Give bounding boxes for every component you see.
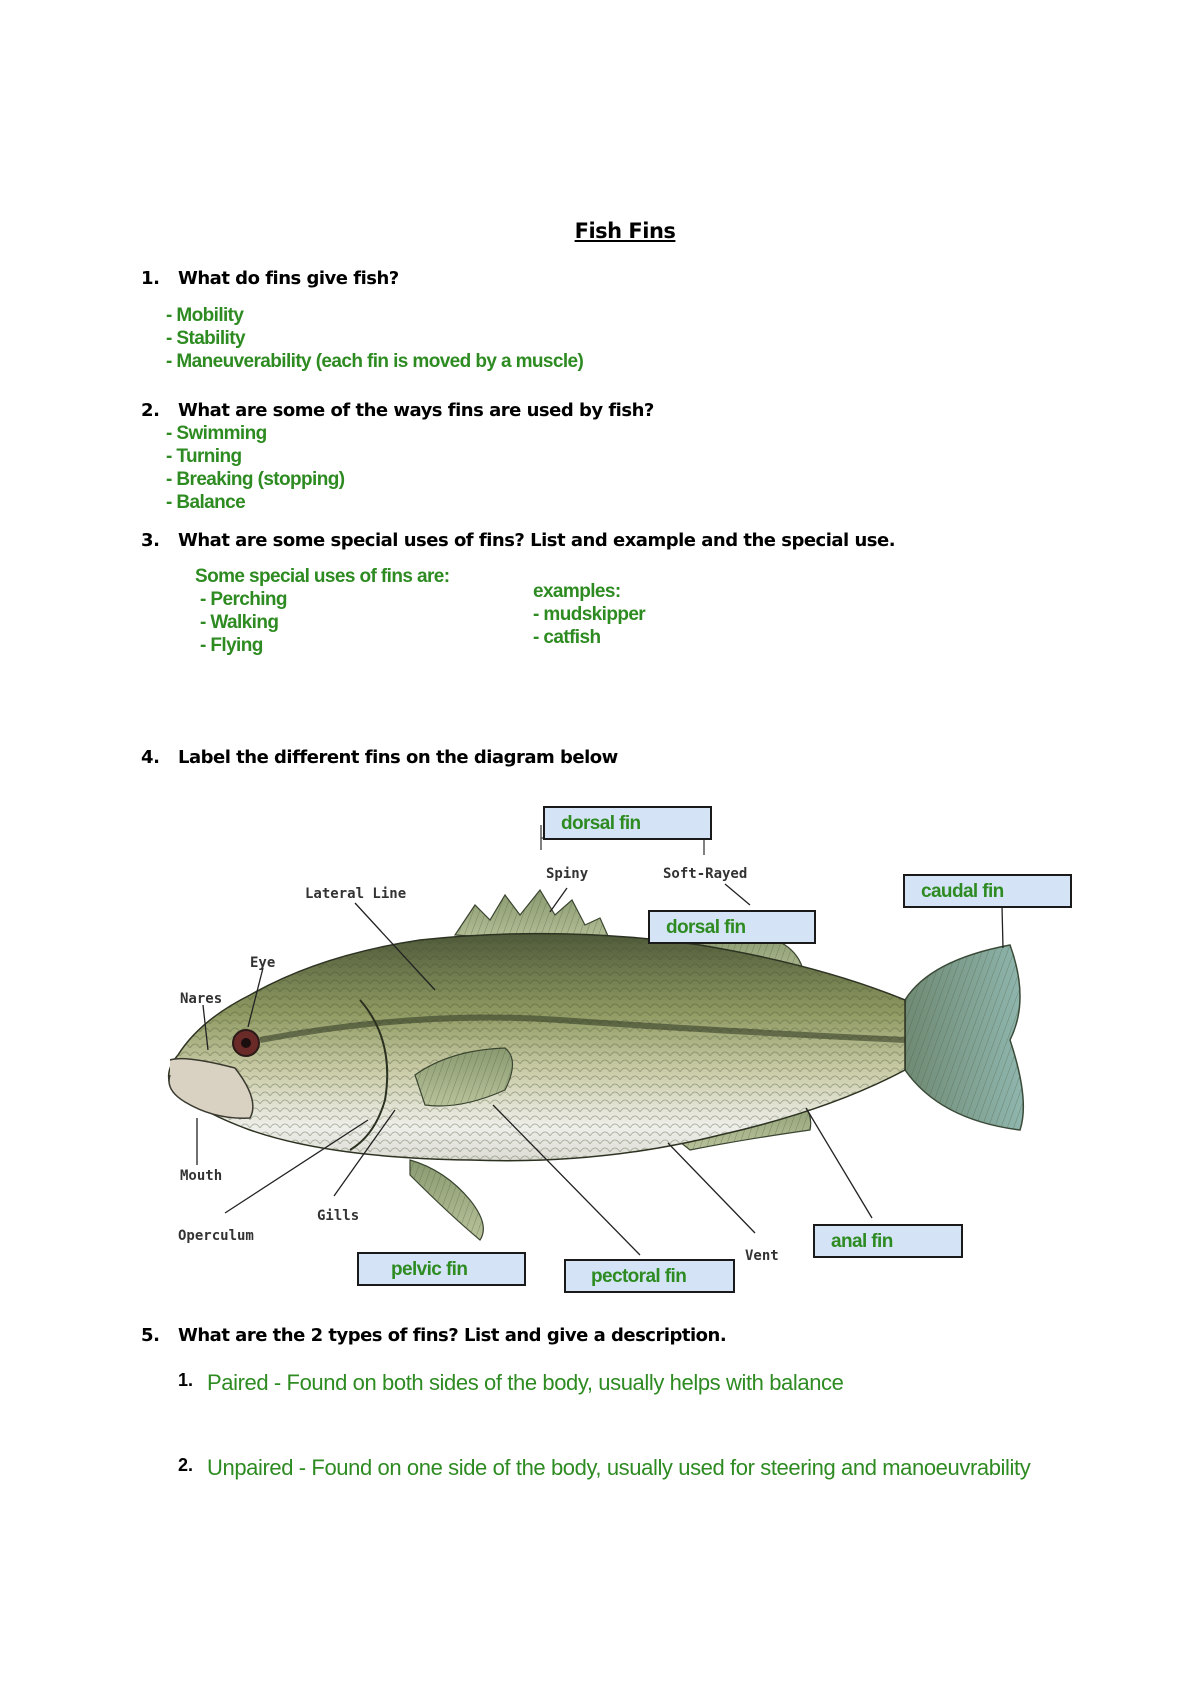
question-2-number: 2. <box>141 400 160 421</box>
answer-5-1-number: 1. <box>178 1370 194 1390</box>
label-spiny: Spiny <box>546 866 589 882</box>
label-operculum: Operculum <box>178 1228 254 1244</box>
label-mouth: Mouth <box>180 1168 223 1184</box>
answer-box-anal-fin: anal fin <box>813 1224 963 1258</box>
label-gills: Gills <box>317 1208 360 1224</box>
label-lateral-line: Lateral Line <box>305 886 407 902</box>
answer-item: - Maneuverability (each fin is moved by a muscle) <box>166 351 584 372</box>
answer-item: - Balance <box>166 492 246 513</box>
answer-item: - Mobility <box>166 305 244 326</box>
answer-box-caudal-fin: caudal fin <box>903 874 1072 908</box>
answer-box-dorsal-fin-soft: dorsal fin <box>648 910 816 944</box>
answer-item: - Swimming <box>166 423 267 444</box>
label-nares: Nares <box>180 991 223 1007</box>
question-3-number: 3. <box>141 530 160 551</box>
caudal-fin-shape <box>905 945 1023 1130</box>
question-1-number: 1. <box>141 268 160 289</box>
answer-box-pelvic-fin: pelvic fin <box>357 1252 526 1286</box>
question-4-text: Label the different fins on the diagram below <box>178 747 618 768</box>
special-use-item: - Walking <box>200 612 279 633</box>
example-item: - catfish <box>533 627 601 648</box>
special-uses-heading: Some special uses of fins are: <box>195 566 450 587</box>
question-4-number: 4. <box>141 747 160 768</box>
answer-box-pectoral-fin: pectoral fin <box>564 1259 735 1293</box>
question-3-text: What are some special uses of fins? List and example and the special use. <box>178 530 896 551</box>
label-vent: Vent <box>745 1248 779 1264</box>
answer-5-2-number: 2. <box>178 1455 194 1475</box>
answer-item: - Turning <box>166 446 242 467</box>
question-1-text: What do fins give fish? <box>178 268 399 289</box>
label-soft-rayed: Soft-Rayed <box>663 866 748 882</box>
question-2-text: What are some of the ways fins are used by fish? <box>178 400 654 421</box>
answer-5-2-text: Unpaired - Found on one side of the body, usually used for steering and manoeuvrability <box>207 1455 1031 1480</box>
example-item: - mudskipper <box>533 604 646 625</box>
question-5-text: What are the 2 types of fins? List and give a description. <box>178 1325 727 1346</box>
special-use-item: - Flying <box>200 635 263 656</box>
special-use-item: - Perching <box>200 589 287 610</box>
answer-item: - Breaking (stopping) <box>166 469 345 490</box>
answer-5-1-text: Paired - Found on both sides of the body, usually helps with balance <box>207 1370 844 1395</box>
question-5-number: 5. <box>141 1325 160 1346</box>
answer-item: - Stability <box>166 328 245 349</box>
pelvic-fin-shape <box>410 1160 483 1240</box>
examples-heading: examples: <box>533 581 621 602</box>
answer-box-dorsal-fin-top: dorsal fin <box>543 806 712 840</box>
label-eye: Eye <box>250 955 276 971</box>
page-title: Fish Fins <box>574 219 676 243</box>
